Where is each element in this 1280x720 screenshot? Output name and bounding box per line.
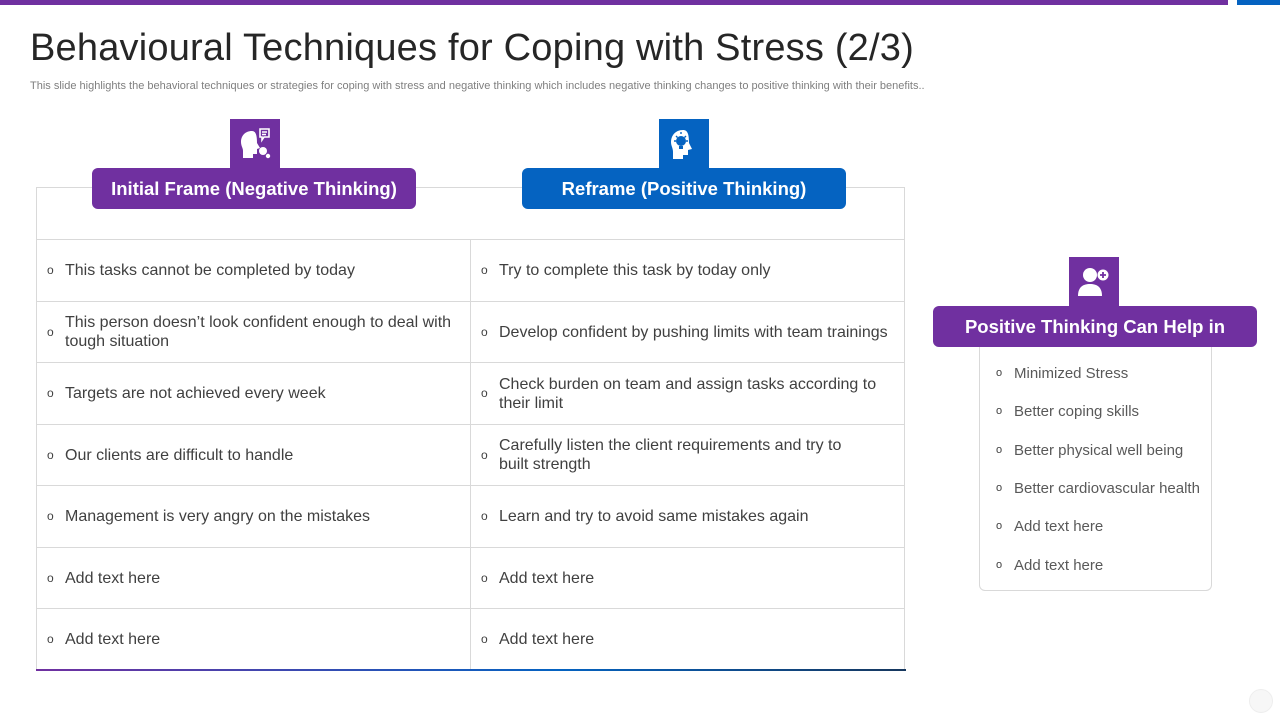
benefits-header <box>933 306 1257 347</box>
slide-subtitle: This slide highlights the behavioral techniques or strategies for coping with stress and negative thinking which includes negative thinking changes to positive thinking with their benefits.. <box>30 80 925 92</box>
benefit-item: o Better cardiovascular health <box>996 479 1200 497</box>
benefit-item: o Better physical well being <box>996 441 1184 459</box>
head-lightbulb-idea-icon <box>659 119 709 169</box>
positive-thinking-header-label: Reframe (Positive Thinking) <box>561 177 807 199</box>
negative-thought-cell: o Our clients are difficult to handle <box>47 446 294 464</box>
negative-thought-cell: o Management is very angry on the mistakes <box>47 508 371 525</box>
bullet-icon: o <box>47 324 54 339</box>
positive-reframe-cell: o Develop confident by pushing limits with team trainings <box>481 323 888 341</box>
bullet-icon: o <box>996 367 1003 379</box>
bullet-icon: o <box>481 570 488 585</box>
benefit-item: o Add text here <box>996 517 1104 535</box>
negative-thinking-header <box>92 168 416 209</box>
bullet-icon: o <box>481 632 488 646</box>
benefit-item: o Minimized Stress <box>996 364 1129 382</box>
positive-reframe-cell: o Try to complete this task by today only <box>481 262 771 279</box>
positive-reframe-cell: o Add text here <box>481 569 595 587</box>
user-add-icon <box>1069 257 1119 307</box>
bullet-icon: o <box>481 447 488 462</box>
negative-thought-cell: o Add text here <box>47 569 161 587</box>
negative-thinking-header-label: Initial Frame (Negative Thinking) <box>111 177 397 199</box>
top-accent-bar-blue <box>1237 0 1280 5</box>
bullet-icon: o <box>996 444 1003 456</box>
negative-thought-cell: o This person doesn’t look confident enough to deal with tough situation <box>47 314 452 350</box>
bullet-icon: o <box>481 324 488 339</box>
negative-thought-cell: o Targets are not achieved every week <box>47 385 326 402</box>
bullet-icon: o <box>47 263 54 277</box>
bullet-icon: o <box>481 509 488 523</box>
bullet-icon: o <box>481 263 488 277</box>
positive-reframe-cell: o Learn and try to avoid same mistakes again <box>481 508 809 525</box>
positive-reframe-cell: o Add text here <box>481 631 595 648</box>
positive-reframe-cell: o Check burden on team and assign tasks according to their limit <box>481 375 877 412</box>
corner-dot-decoration <box>1249 689 1273 713</box>
bullet-icon: o <box>996 520 1003 532</box>
bullet-icon: o <box>47 447 54 462</box>
bullet-icon: o <box>47 386 54 400</box>
bullet-icon: o <box>481 386 488 400</box>
bullet-icon: o <box>996 482 1003 494</box>
negative-thought-cell: o Add text here <box>47 631 161 648</box>
benefit-item: o Add text here <box>996 556 1104 574</box>
top-accent-bar-purple <box>0 0 1228 5</box>
slide-title: Behavioural Techniques for Coping with Stress (2/3) <box>30 27 914 69</box>
bullet-icon: o <box>47 509 54 523</box>
bullet-icon: o <box>996 559 1003 571</box>
head-brain-thought-icon <box>230 119 280 169</box>
positive-thinking-header <box>522 168 846 209</box>
column-divider <box>470 239 471 670</box>
negative-thought-cell: o This tasks cannot be completed by today <box>47 262 355 279</box>
benefit-item: o Better coping skills <box>996 402 1140 420</box>
bullet-icon: o <box>47 632 54 646</box>
benefits-header-label: Positive Thinking Can Help in <box>964 315 1226 337</box>
bullet-icon: o <box>47 570 54 585</box>
bullet-icon: o <box>996 405 1003 417</box>
positive-reframe-cell: o Carefully listen the client requirements and try to built strength <box>481 437 842 473</box>
